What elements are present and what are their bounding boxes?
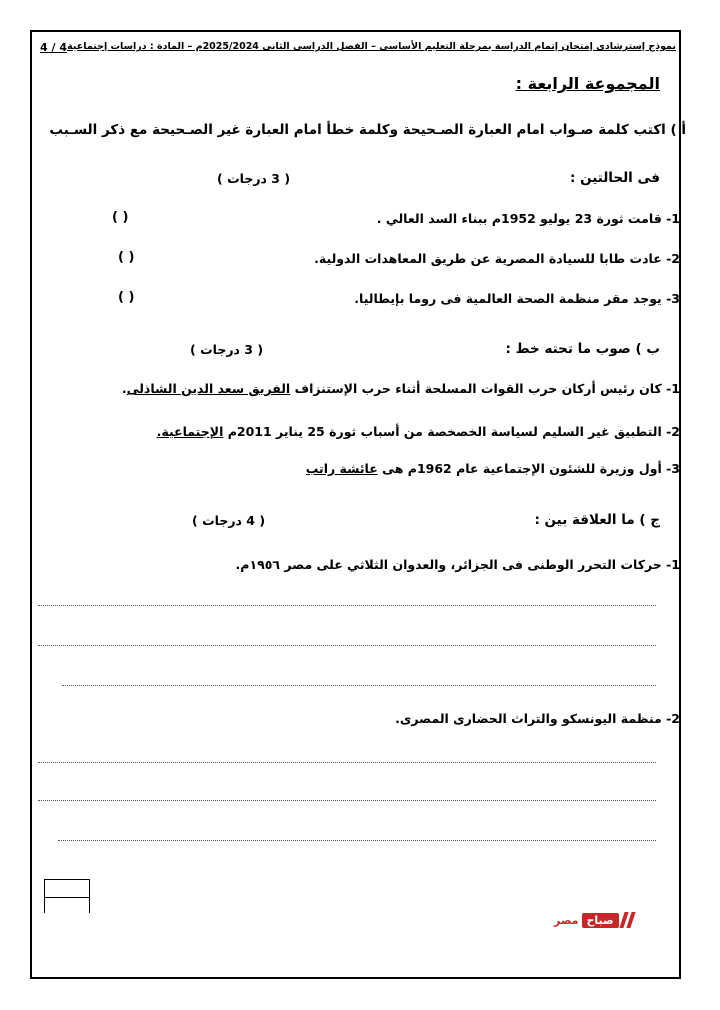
site-logo: مصر صباح: [554, 911, 633, 929]
section-b-item-1: 1- كان رئيس أركان حرب القوات المسلحة أثناء حرب الإستنزاف الفريق سعد الدين الشاذلى.: [121, 381, 680, 396]
answer-line[interactable]: [38, 605, 656, 606]
answer-line[interactable]: [38, 800, 656, 801]
answer-line[interactable]: [38, 762, 656, 763]
section-c-item-1: 1- حركات التحرر الوطنى فى الجزائر، والعدوان الثلاثي على مصر ١٩٥٦م.: [235, 557, 680, 572]
page-number: 4 / 4: [40, 41, 67, 54]
section-a-instruction: أ ) اكتب كلمة صـواب امام العبارة الصـحيحة وكلمة خطأ امام العبارة غير الصـحيحة مع ذكر السـبب: [49, 122, 686, 138]
group-title: المجموعة الرابعة :: [515, 74, 660, 93]
section-c-marks: ( 4 درجات ): [192, 513, 266, 528]
section-a-marks: ( 3 درجات ): [217, 171, 291, 186]
grade-box: [44, 879, 90, 913]
answer-parens-2[interactable]: ( ): [118, 250, 135, 265]
section-b-item-2: 2- التطبيق غير السليم لسياسة الخصخصة من أسباب ثورة 25 يناير 2011م الإجتماعية.: [156, 424, 680, 439]
section-a-item-3: 3- يوجد مقر منظمة الصحة العالمية فى روما بإيطاليا.: [354, 291, 680, 306]
exam-title: نموذج إسترشادى إمتحان إتمام الدراسة بمرحلة التعليم الأساسى – الفصل الدراسى الثانى 2025/2024م – المادة : دراسات إجتماعية: [67, 41, 676, 52]
section-c-instruction: ج ) ما العلاقة بين :: [534, 512, 660, 528]
section-c-item-2: 2- منظمة اليونسكو والتراث الحضارى المصرى.: [395, 711, 680, 726]
underlined-phrase-2: الإجتماعية.: [156, 424, 224, 439]
underlined-phrase-3: عائشة راتب: [305, 461, 378, 476]
section-b-item-3: 3- أول وزيرة للشئون الإجتماعية عام 1962م هى عائشة راتب: [305, 461, 680, 476]
answer-parens-3[interactable]: ( ): [118, 290, 135, 305]
section-a-item-1: 1- قامت ثورة 23 يوليو 1952م ببناء السد العالي .: [376, 211, 680, 226]
section-b-instruction: ب ) صوب ما تحته خط :: [505, 341, 660, 357]
answer-line[interactable]: [58, 840, 656, 841]
answer-parens-1[interactable]: ( ): [112, 210, 129, 225]
section-b-marks: ( 3 درجات ): [190, 342, 264, 357]
exam-header: [40, 41, 676, 54]
section-a-continuation: فى الحالتين :: [569, 170, 660, 186]
section-a-item-2: 2- عادت طابا للسيادة المصرية عن طريق المعاهدات الدولية.: [314, 251, 680, 266]
answer-line[interactable]: [62, 685, 656, 686]
underlined-phrase-1: الفريق سعد الدين الشاذلى: [126, 381, 291, 396]
answer-line[interactable]: [38, 645, 656, 646]
